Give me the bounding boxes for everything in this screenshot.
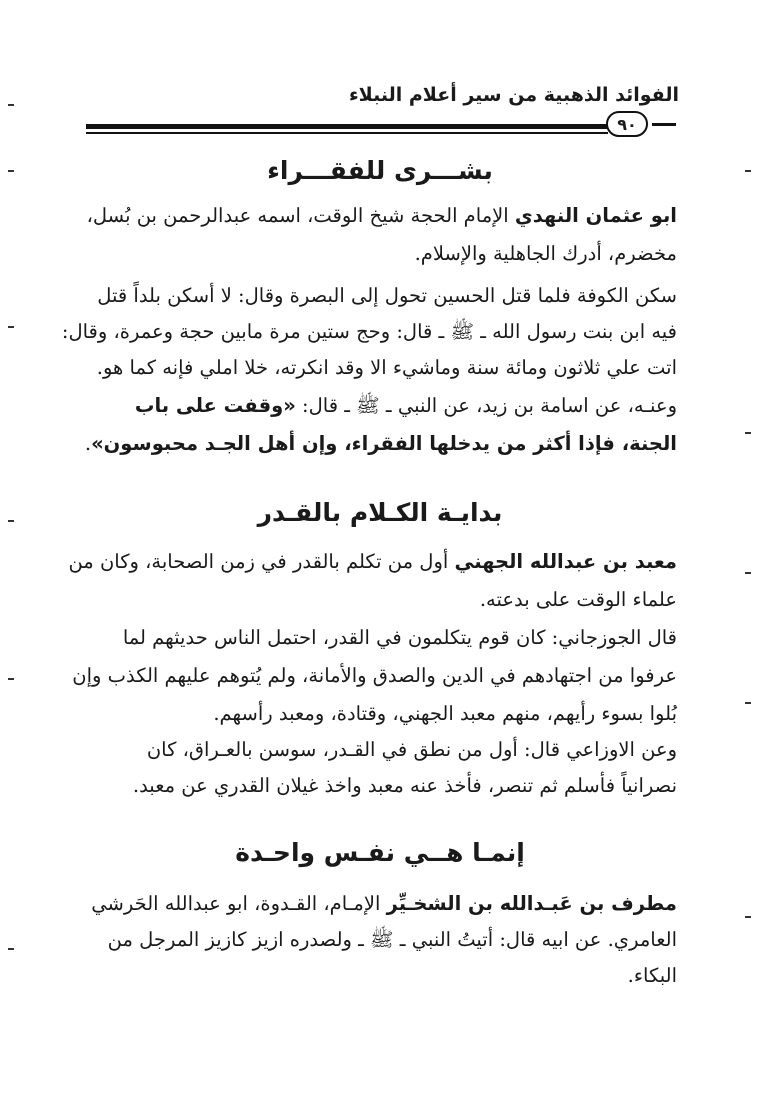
- narrator-name: معبد بن عبدالله الجهني: [454, 550, 677, 573]
- scan-mark: [8, 104, 14, 106]
- paragraph-line: بُلوا بسوء رأيهم، منهم معبد الجهني، وقتادة، ومعبد رأسهم.: [213, 702, 677, 725]
- scan-mark: [8, 948, 14, 950]
- paragraph-line: عرفوا من اجتهادهم في الدين والصدق والأمانة، ولم يُتوهم عليهم الكذب وإن: [72, 664, 677, 687]
- running-header-title: الفوائد الذهبية من سير أعلام النبلاء: [348, 84, 679, 106]
- paragraph-line: سكن الكوفة فلما قتل الحسين تحول إلى البصرة وقال: لا أسكن بلداً قتل: [97, 284, 677, 307]
- paragraph-line: وعنـه، عن اسامة بن زيد، عن النبي ـ ﷺ ـ قال: «وقفت على باب: [134, 394, 677, 417]
- narrator-name: ابو عثمان النهدي: [514, 204, 677, 227]
- section-heading: بدايـة الكـلام بالقـدر: [257, 498, 503, 527]
- hadith-text: الجنة، فإذا أكثر من يدخلها الفقراء، وإن أهل الجـد محبوسون»: [91, 432, 677, 455]
- hadith-text: «وقفت على باب: [134, 394, 296, 417]
- scan-mark: [745, 432, 751, 434]
- scan-mark: [8, 326, 14, 328]
- scan-mark: [8, 678, 14, 680]
- paragraph-line: علماء الوقت على بدعته.: [479, 588, 677, 611]
- scan-mark: [745, 572, 751, 574]
- paragraph-line: الجنة، فإذا أكثر من يدخلها الفقراء، وإن أهل الجـد محبوسون».: [84, 432, 677, 455]
- paragraph-line: البكاء.: [627, 964, 677, 987]
- paragraph-line: ابو عثمان النهدي الإمام الحجة شيخ الوقت، اسمه عبدالرحمن بن بُسل،: [86, 204, 677, 227]
- scan-mark: [8, 170, 14, 172]
- header-rule-thick: [86, 124, 608, 129]
- paragraph-line: معبد بن عبدالله الجهني أول من تكلم بالقدر في زمن الصحابة، وكان من: [68, 550, 677, 573]
- narrator-name: مطرف بن عَبـدالله بن الشخـيِّر: [386, 892, 677, 915]
- paragraph-line: العامري. عن ابيه قال: أتيتُ النبي ـ ﷺ ـ ولصدره ازيز كازيز المرجل من: [107, 928, 677, 951]
- paragraph-line: مخضرم، أدرك الجاهلية والإسلام.: [414, 242, 677, 265]
- scan-mark: [745, 916, 751, 918]
- paragraph-line: وعن الاوزاعي قال: أول من نطق في القـدر، سوسن بالعـراق، كان: [146, 738, 677, 761]
- section-heading: بشـــرى للفقـــراء: [267, 156, 493, 185]
- scan-mark: [745, 170, 751, 172]
- paragraph-line: اتت علي ثلاثون ومائة سنة وماشيء الا وقد انكرته، خلا املي فإنه كما هو.: [96, 356, 677, 379]
- scan-mark: [745, 702, 751, 704]
- page-number-badge: [606, 111, 676, 139]
- section-heading: إنمـا هــي نفـس واحـدة: [235, 838, 525, 867]
- paragraph-line: مطرف بن عَبـدالله بن الشخـيِّر الإمـام، القـدوة، ابو عبدالله الحَرشي: [91, 892, 677, 915]
- page-number-dash: [652, 123, 676, 126]
- paragraph-line: نصرانياً فأسلم ثم تنصر، فأخذ عنه معبد واخذ غيلان القدري عن معبد.: [132, 774, 677, 797]
- paragraph-line: قال الجوزجاني: كان قوم يتكلمون في القدر، احتمل الناس حديثهم لما: [122, 626, 677, 649]
- page-number: ٩٠: [606, 111, 648, 137]
- paragraph-line: فيه ابن بنت رسول الله ـ ﷺ ـ قال: وحج ستين مرة مابين حجة وعمرة، وقال:: [61, 320, 677, 343]
- scan-mark: [8, 520, 14, 522]
- header-rule-thin: [86, 132, 608, 134]
